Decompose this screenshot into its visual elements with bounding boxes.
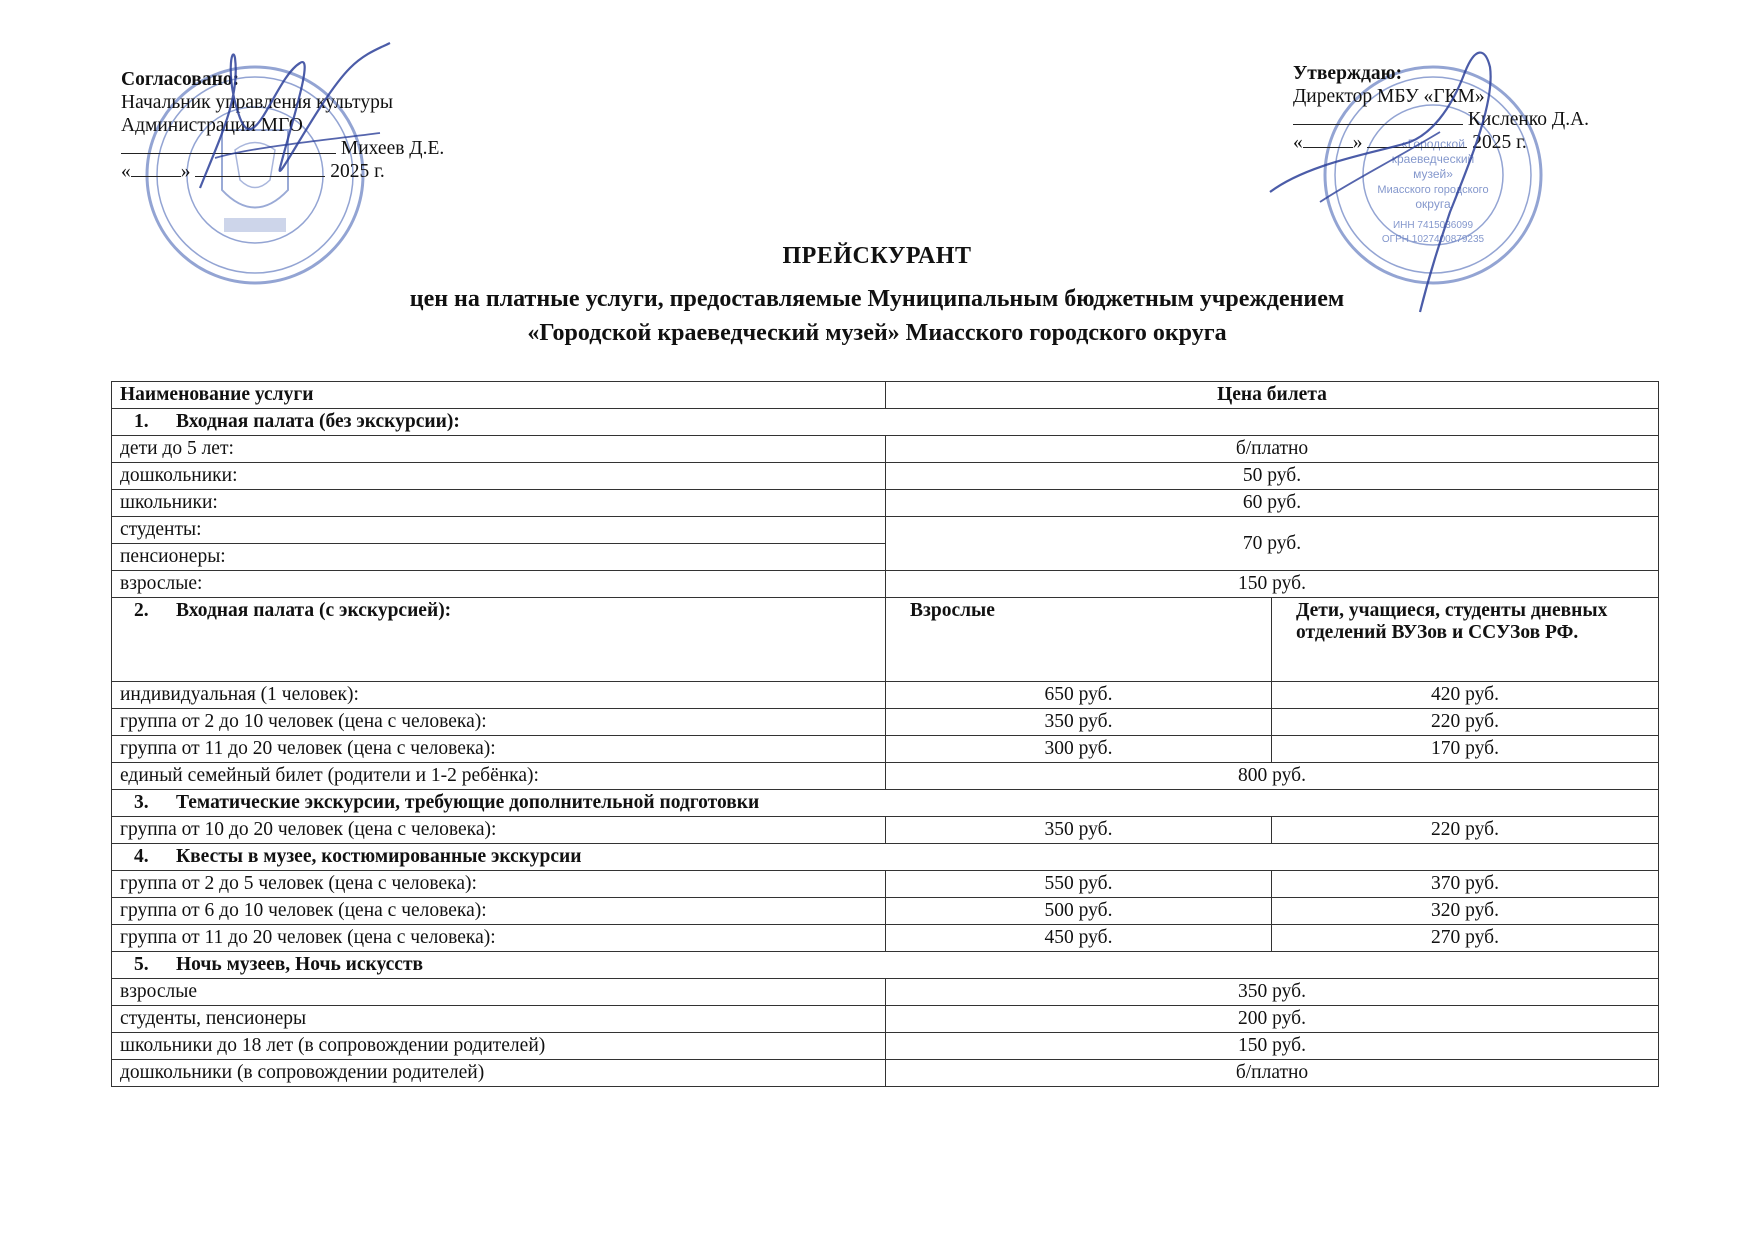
row-price: 150 руб.: [886, 1033, 1659, 1060]
stamp-line-1: «Городской: [1401, 137, 1465, 151]
section-2-title: [112, 598, 886, 682]
stamp-line-3: музей»: [1413, 167, 1453, 181]
row-label: группа от 11 до 20 человек (цена с человека):: [112, 925, 886, 952]
table-row: [112, 817, 1659, 844]
table-row: [112, 1060, 1659, 1087]
document-title: ПРЕЙСКУРАНТ: [782, 243, 972, 269]
approval-right-name: Кисленко Д.А.: [1467, 109, 1590, 130]
row-price: 350 руб.: [886, 979, 1659, 1006]
approval-right-position: Директор МБУ «ГКМ»: [1293, 86, 1485, 107]
signature-blank-left: [121, 137, 336, 154]
row-child-price: 170 руб.: [1272, 736, 1659, 763]
row-price: б/платно: [886, 436, 1659, 463]
date-quote-close: »: [1352, 132, 1363, 153]
table-header-row: [112, 382, 1659, 409]
stamp-ogrn: ОГРН 1027400879235: [1381, 234, 1485, 245]
row-price: 150 руб.: [886, 571, 1659, 598]
row-label: единый семейный билет (родители и 1-2 ребёнка):: [112, 763, 886, 790]
row-adult-price: 350 руб.: [886, 709, 1272, 736]
column-children-header: Дети, учащиеся, студенты дневных отделений ВУЗов и ССУЗов РФ.: [1272, 598, 1659, 682]
row-price: 800 руб.: [886, 763, 1659, 790]
section-title: Тематические экскурсии, требующие дополнительной подготовки: [176, 792, 760, 813]
row-label: дошкольники:: [112, 463, 886, 490]
table-row: [112, 871, 1659, 898]
date-month-blank: [195, 160, 325, 177]
section-number: 4.: [134, 846, 149, 867]
row-label: школьники:: [112, 490, 886, 517]
stamp-inn: ИНН 7415036099: [1392, 220, 1474, 231]
approval-right-date-line: [1293, 131, 1589, 154]
approval-left-year: 2025 г.: [330, 161, 385, 182]
section-row: [112, 598, 1659, 682]
approval-left-heading: Согласовано:: [121, 69, 240, 90]
row-adult-price: 550 руб.: [886, 871, 1272, 898]
section-1-title: [112, 409, 1659, 436]
row-label: взрослые:: [112, 571, 886, 598]
table-row: [112, 517, 1659, 544]
row-child-price: 370 руб.: [1272, 871, 1659, 898]
row-adult-price: 350 руб.: [886, 817, 1272, 844]
date-month-blank: [1367, 131, 1467, 148]
approval-right-signature-line: [1293, 108, 1589, 131]
section-3-title: [112, 790, 1659, 817]
section-number: 5.: [134, 954, 149, 975]
row-price: б/платно: [886, 1060, 1659, 1087]
table-row: [112, 736, 1659, 763]
approval-right-heading: Утверждаю:: [1293, 63, 1403, 84]
section-number: 1.: [134, 411, 149, 432]
approval-left-organization: Администрации МГО: [121, 115, 303, 136]
table-row: [112, 925, 1659, 952]
row-label: группа от 11 до 20 человек (цена с человека):: [112, 736, 886, 763]
row-label: группа от 10 до 20 человек (цена с человека):: [112, 817, 886, 844]
date-quote-open: «: [121, 161, 131, 182]
section-title: Ночь музеев, Ночь искусств: [176, 954, 424, 975]
approval-left-date-line: [121, 160, 444, 183]
section-title: Входная палата (без экскурсии):: [176, 411, 460, 432]
table-row: [112, 571, 1659, 598]
table-row: [112, 463, 1659, 490]
section-row: [112, 952, 1659, 979]
row-child-price: 220 руб.: [1272, 817, 1659, 844]
row-label: индивидуальная (1 человек):: [112, 682, 886, 709]
section-title: Квесты в музее, костюмированные экскурсии: [176, 846, 582, 867]
row-label: дошкольники (в сопровождении родителей): [112, 1060, 886, 1087]
row-label: школьники до 18 лет (в сопровождении родителей): [112, 1033, 886, 1060]
section-row: [112, 790, 1659, 817]
column-adults-header: Взрослые: [886, 598, 1272, 682]
section-number: 2.: [134, 600, 149, 621]
table-row: [112, 763, 1659, 790]
row-price: 200 руб.: [886, 1006, 1659, 1033]
row-label: группа от 6 до 10 человек (цена с человека):: [112, 898, 886, 925]
document-subtitle-line-2: «Городской краеведческий музей» Миасского городского округа: [527, 320, 1227, 346]
approval-block-right: [1293, 62, 1589, 154]
row-child-price: 220 руб.: [1272, 709, 1659, 736]
table-row: [112, 898, 1659, 925]
row-adult-price: 500 руб.: [886, 898, 1272, 925]
section-5-title: [112, 952, 1659, 979]
date-quote-open: «: [1293, 132, 1303, 153]
table-row: [112, 490, 1659, 517]
row-label: группа от 2 до 10 человек (цена с человека):: [112, 709, 886, 736]
header-service: Наименование услуги: [112, 382, 886, 409]
row-child-price: 420 руб.: [1272, 682, 1659, 709]
approval-right-year: 2025 г.: [1472, 132, 1527, 153]
table-row: [112, 682, 1659, 709]
row-price: 50 руб.: [886, 463, 1659, 490]
section-title: Входная палата (с экскурсией):: [176, 600, 452, 621]
stamp-line-4: Миасского городского: [1377, 184, 1489, 196]
header-price: Цена билета: [886, 382, 1659, 409]
row-child-price: 320 руб.: [1272, 898, 1659, 925]
table-row: [112, 979, 1659, 1006]
stamp-line-2: краеведческий: [1391, 152, 1475, 166]
row-adult-price: 650 руб.: [886, 682, 1272, 709]
section-row: [112, 844, 1659, 871]
table-row: [112, 1006, 1659, 1033]
date-day-blank: [1303, 131, 1353, 148]
stamp-line-5: округа: [1415, 197, 1451, 211]
row-adult-price: 300 руб.: [886, 736, 1272, 763]
approval-left-name: Михеев Д.Е.: [340, 138, 445, 159]
row-child-price: 270 руб.: [1272, 925, 1659, 952]
table-row: [112, 709, 1659, 736]
date-quote-close: »: [180, 161, 191, 182]
row-label: пенсионеры:: [112, 544, 886, 571]
date-day-blank: [131, 160, 181, 177]
row-label: студенты:: [112, 517, 886, 544]
row-label: студенты, пенсионеры: [112, 1006, 886, 1033]
section-4-title: [112, 844, 1659, 871]
row-label: группа от 2 до 5 человек (цена с человека):: [112, 871, 886, 898]
approval-left-signature-line: [121, 137, 444, 160]
row-label: дети до 5 лет:: [112, 436, 886, 463]
document-subtitle-line-1: цен на платные услуги, предоставляемые Муниципальным бюджетным учреждением: [409, 286, 1345, 312]
section-number: 3.: [134, 792, 149, 813]
table-row: [112, 436, 1659, 463]
row-price-merged: 70 руб.: [886, 517, 1659, 571]
approval-left-position: Начальник управления культуры: [121, 92, 393, 113]
section-row: [112, 409, 1659, 436]
price-table: [111, 381, 1659, 1087]
approval-block-left: [121, 68, 444, 183]
table-row: [112, 1033, 1659, 1060]
row-label: взрослые: [112, 979, 886, 1006]
row-price: 60 руб.: [886, 490, 1659, 517]
row-adult-price: 450 руб.: [886, 925, 1272, 952]
signature-blank-right: [1293, 108, 1463, 125]
